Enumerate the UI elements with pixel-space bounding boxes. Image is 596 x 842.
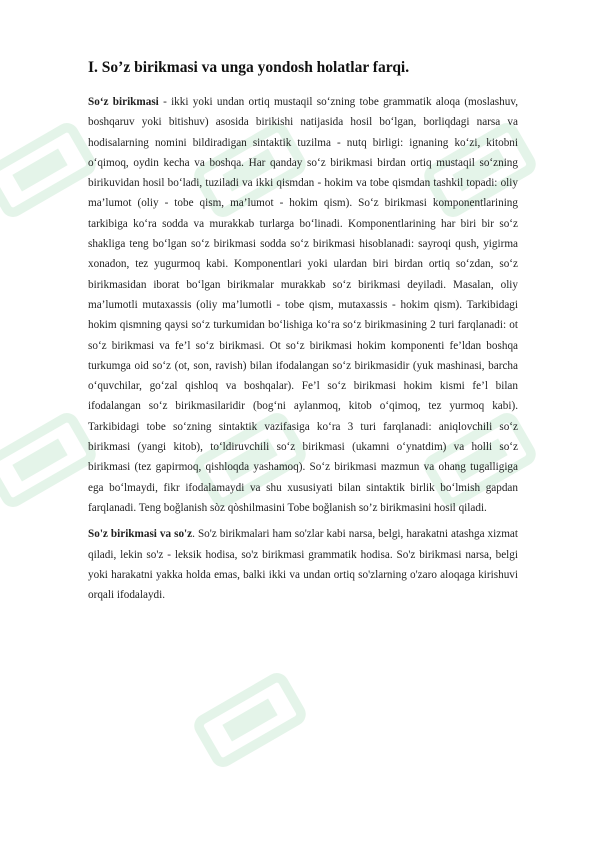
section-heading: I. So’z birikmasi va unga yondosh holatlar farqi.	[88, 59, 410, 76]
paragraph-term: So'z birikmasi va so'z	[88, 528, 193, 541]
paragraph	[88, 524, 518, 605]
watermark-logo	[190, 660, 310, 780]
document-body	[88, 58, 518, 611]
paragraph-text: - ikki yoki undan ortiq mustaqil so‘zning tobe grammatik aloqa (moslashuv, boshqaruv yoki bitishuv) asosida birikishi natijasida hosil bo‘lgan, borliqdagi narsa va hodisalarning nomini bildiradigan sintaktik tuzilma - nutq birligi: ignaning ko‘zi, kitobni o‘qimoq, oydin kecha va boshqa. Har qanday so‘z birikmasi birdan ortiq mustaqil so‘zning birikuvidan hosil bo‘ladi, tuziladi va ikki qismdan - hokim va tobe qismdan tashkil topadi: oliy ma’lumot (oliy - tobe qism, ma’lumot - hokim qism). So‘z birikmasi komponentlarining tarkibiga ko‘ra sodda va murakkab turlarga bo‘linadi. Komponentlarining har biri bir so‘z shakliga teng bo‘lgan so‘z birikmasi sodda so‘z birikmasi hisoblanadi: sayroqi qush, yigirma xonadon, tez yugurmoq kabi. Komponentlari yoki ulardan biri birdan ortiq so‘zdan, so‘z birikmasidan iborat bo‘lgan birikmalar murakkab so‘z birikmasi deyiladi. Masalan, oliy ma’lumotli mutaxassis (oliy ma’lumotli - tobe qism, mutaxassis - hokim qism). Tarkibidagi hokim qismning qaysi so‘z turkumidan bo‘lishiga ko‘ra so‘z birikmasining 2 turi farqlanadi: ot so‘z birikmasi va fe’l so‘z birikmasi. Ot so‘z birikmasi hokim komponenti fe’ldan boshqa turkumga oid so‘z (ot, son, ravish) bilan ifodalangan so‘z birikmasidir (yuk mashinasi, barcha o‘quvchilar, go‘zal qishloq va boshqalar). Fe’l so‘z birikmasi hokim kismi fe’l bilan ifodalangan so‘z birikmasilaridir (bog‘ni aylanmoq, kitob o‘qimoq, tez yurmoq kabi). Tarkibidagi tobe so‘zning sintaktik vazifasiga ko‘ra 3 turi farqlanadi: aniqlovchili so‘z birikmasi (yangi kitob), to‘ldiruvchili so‘z birikmasi (ukamni o‘ynatdim) va holli so‘z birikmasi (tez gapirmoq, qishloqda yashamoq). So‘z birikmasi mazmun va ohang tugalligiga ega bo‘lmaydi, fikr ifodalamaydi va shu xususiyati bilan sintaktik birlik bo‘lmish gapdan farqlanadi. Teng boğlanish sòz qòshilmasini Tobe boğlanish so’z birikmasini hosil qiladi.	[88, 96, 518, 514]
paragraph-term: So‘z birikmasi	[88, 96, 159, 108]
paragraph-text: . So'z birikmalari ham so'zlar kabi narsa, belgi, harakatni atashga xizmat qiladi, lekin so'z - leksik hodisa, so'z birikmasi grammatik hodisa. So'z birikmasi narsa, belgi yoki harakatni yakka holda emas, balki ikki va undan ortiq so'zlarning o'zaro aloqaga kirishuvi orqali ifodalaydi.	[88, 528, 518, 602]
watermark-logo	[0, 110, 100, 230]
watermark-logo	[0, 400, 100, 520]
paragraph	[88, 92, 518, 518]
